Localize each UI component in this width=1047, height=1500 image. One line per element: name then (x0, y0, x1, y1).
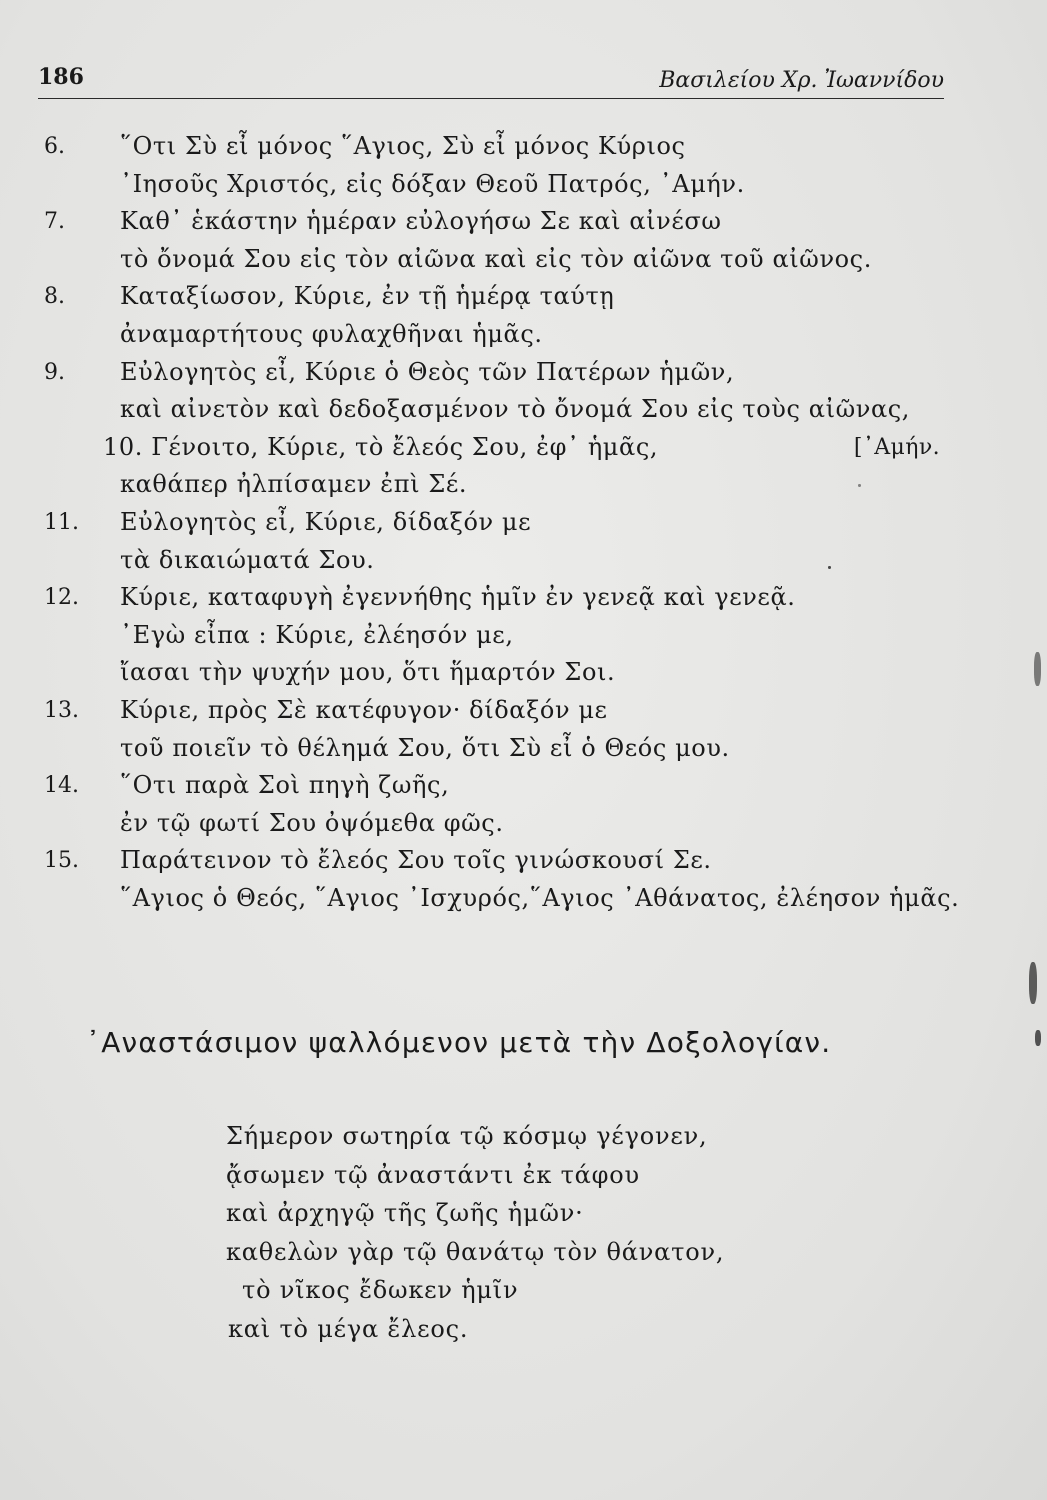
hymn-line: ᾄσωμεν τῷ ἀναστάντι ἐκ τάφου (226, 1160, 640, 1189)
hymn-line: τὸ νῖκος ἔδωκεν ἡμῖν (242, 1276, 519, 1305)
verse-line: Εὐλογητὸς εἶ, Κύριε ὁ Θεὸς τῶν Πατέρων ἡμῶν, (120, 357, 735, 386)
verse-line: ῞Οτι παρὰ Σοὶ πηγὴ ζωῆς, (120, 771, 450, 800)
verse-number: 13. (44, 697, 79, 723)
verse-number: 7. (44, 209, 65, 235)
verse-line: Κύριε, καταφυγὴ ἐγεννήθης ἡμῖν ἐν γενεᾷ καὶ γενεᾷ. (120, 583, 796, 612)
verse-number: 12. (44, 585, 79, 611)
hymn-line: καὶ ἀρχηγῷ τῆς ζωῆς ἡμῶν· (226, 1199, 584, 1228)
verse-list (0, 128, 1047, 917)
verse-line: Παράτεινον τὸ ἔλεός Σου τοῖς γινώσκουσί Σε. (120, 846, 712, 875)
verse-line: τοῦ ποιεῖν τὸ θέλημά Σου, ὅτι Σὺ εἶ ὁ Θεός μου. (120, 733, 730, 762)
verse-15 (0, 842, 1047, 917)
verse-line: τὸ ὄνομά Σου εἰς τὸν αἰῶνα καὶ εἰς τὸν αἰῶνα τοῦ αἰῶνος. (120, 244, 872, 273)
verse-line: ᾿Εγὼ εἶπα : Κύριε, ἐλέησόν με, (120, 620, 514, 649)
verse-line: τὰ δικαιώματά Σου. (120, 545, 375, 574)
verse-14 (0, 767, 1047, 842)
hymn-line: Σήμερον σωτηρία τῷ κόσμῳ γέγονεν, (226, 1122, 708, 1150)
verse-line: ᾿Ιησοῦς Χριστός, εἰς δόξαν Θεοῦ Πατρός, ᾿Αμήν. (120, 169, 745, 198)
verse-7 (0, 203, 1047, 278)
verse-number: 11. (44, 509, 79, 535)
verse-9 (0, 354, 1047, 429)
ink-mark (1034, 652, 1041, 686)
running-head: Βασιλείου Χρ. Ἰωαννίδου (659, 68, 944, 93)
verse-line: ῞Οτι Σὺ εἶ μόνος ῞Αγιος, Σὺ εἶ μόνος Κύριος (120, 132, 686, 160)
verse-line: Καθ᾿ ἑκάστην ἡμέραν εὐλογήσω Σε καὶ αἰνέσω (120, 207, 722, 236)
hymn-line: καὶ τὸ μέγα ἔλεος. (228, 1314, 469, 1343)
verse-line-text: Γένοιτο, Κύριε, τὸ ἔλεός Σου, ἐφ᾿ ἡμᾶς, (151, 432, 659, 461)
verse-line: ἴασαι τὴν ψυχήν μου, ὅτι ἥμαρτόν Σοι. (120, 658, 616, 687)
verse-line: Εὐλογητὸς εἶ, Κύριε, δίδαξόν με (120, 507, 532, 536)
ink-dot (828, 566, 831, 569)
verse-number: 9. (44, 359, 65, 385)
verse-line: ῞Αγιος ὁ Θεός, ῞Αγιος ᾿Ισχυρός,῞Αγιος ᾿Αθάνατος, ἐλέησον ἡμᾶς. (120, 883, 960, 912)
hymn-line: καθελὼν γὰρ τῷ θανάτῳ τὸν θάνατον, (226, 1237, 725, 1266)
verse-number: 8. (44, 284, 65, 310)
page-header (38, 64, 944, 99)
hymn-text (226, 1117, 724, 1349)
verse-number: 15. (44, 848, 79, 874)
ink-mark (1035, 1030, 1041, 1046)
verse-6 (0, 128, 1047, 203)
verse-line: Κύριε, πρὸς Σὲ κατέφυγον· δίδαξόν με (120, 695, 608, 724)
verse-line: καθάπερ ἠλπίσαμεν ἐπὶ Σέ. (120, 470, 468, 499)
verse-number: 14. (44, 773, 79, 799)
verse-line: ἐν τῷ φωτί Σου ὀψόμεθα φῶς. (120, 808, 504, 837)
verse-line: καὶ αἰνετὸν καὶ δεδοξασμένον τὸ ὄνομά Σου εἰς τοὺς αἰῶνας, (120, 395, 911, 424)
verse-line: Καταξίωσον, Κύριε, ἐν τῇ ἡμέρᾳ ταύτῃ (120, 282, 615, 311)
ink-dot (858, 484, 861, 487)
verse-number: 6. (44, 134, 65, 159)
amen-aside: [᾿Αμήν. (853, 434, 940, 460)
section-title: ᾿Αναστάσιμον ψαλλόμενον μετὰ τὴν Δοξολογίαν. (86, 1026, 832, 1059)
verse-12 (0, 579, 1047, 692)
page-number: 186 (38, 64, 84, 90)
ink-mark (1029, 962, 1037, 1004)
verse-number: 10. (103, 432, 143, 461)
verse-8 (0, 278, 1047, 353)
verse-10 (0, 429, 1047, 504)
verse-line: ἀναμαρτήτους φυλαχθῆναι ἡμᾶς. (120, 319, 543, 348)
verse-13 (0, 692, 1047, 767)
verse-11 (0, 504, 1047, 579)
